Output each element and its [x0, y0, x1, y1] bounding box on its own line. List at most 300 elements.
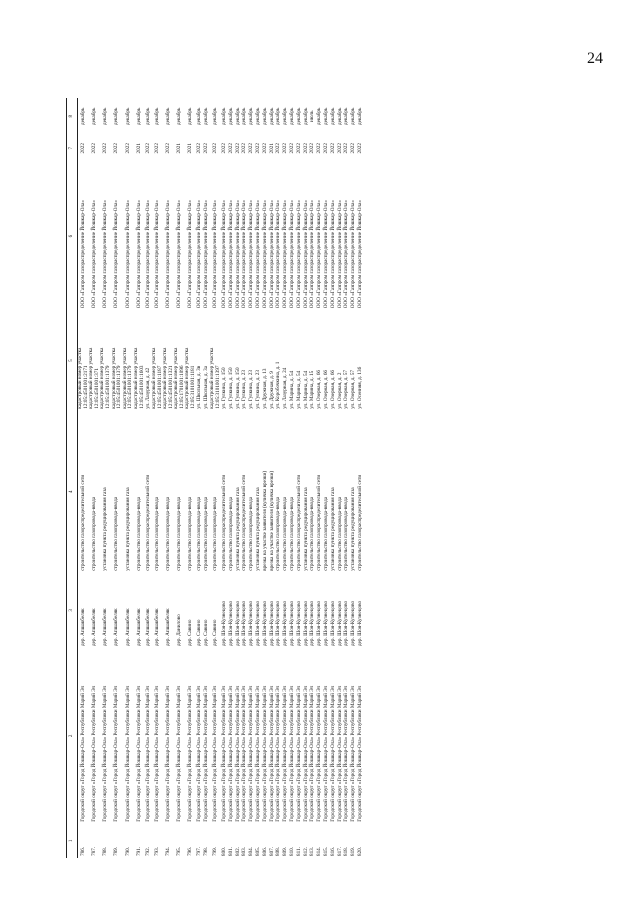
- table-cell-org: ООО «Газпром газораспределение Йошкар-Ола»: [102, 200, 109, 309]
- table-cell-month: декабрь: [203, 107, 210, 125]
- table-cell-place: дер. Шоя-Кузнецово: [336, 600, 343, 647]
- table-cell-place: дер. Шоя-Кузнецово: [356, 600, 363, 647]
- table-cell-place: дер. Шоя-Кузнецово: [282, 600, 289, 647]
- table-cell-n: 815.: [323, 846, 329, 856]
- table-cell-place: дер. Шоя-Кузнецово: [309, 600, 316, 647]
- table-row: [185, 98, 196, 858]
- table-cell-n: 792.: [144, 846, 151, 856]
- table-cell-place: дер. Шоя-Кузнецово: [227, 600, 234, 647]
- table-cell-addr: ул. Дружная, д. 13: [261, 368, 268, 409]
- table-cell-n: 788.: [102, 846, 109, 856]
- table-cell-year: 2022: [316, 143, 323, 154]
- table-cell-year: 2022: [221, 143, 228, 154]
- table-cell-n: 802.: [234, 846, 241, 856]
- table-cell-place: дер. Шоя-Кузнецово: [275, 600, 282, 647]
- table-cell-org: ООО «Газпром газораспределение Йошкар-Ола»: [261, 200, 268, 309]
- table-cell-place: дер. Шоя-Кузнецово: [221, 600, 228, 647]
- table-cell-place: дер. Апшакбеляк: [113, 608, 120, 647]
- table-cell-month: декабрь: [268, 107, 275, 125]
- table-cell-district: Городской округ «Город Йошкар-Ола» Республики Марий Эл: [203, 685, 210, 822]
- table-cell-month: декабрь: [102, 107, 109, 125]
- table-cell-addr: кадастровый номер участка 12:05:3101001:1397: [209, 347, 221, 409]
- table-cell-month: декабрь: [350, 107, 357, 125]
- table-cell-month: декабрь: [343, 107, 350, 125]
- table-cell-place: дер. Шоя-Кузнецово: [302, 600, 309, 647]
- table-row: [210, 98, 221, 858]
- table-cell-n: 786.: [79, 846, 86, 856]
- table-cell-addr: ул. Озерная, д. 66: [329, 369, 336, 409]
- table-cell-month: декабрь: [282, 107, 289, 125]
- table-cell-work: строительство газопровода-ввода: [153, 496, 160, 571]
- table-cell-month: декабрь: [323, 107, 329, 125]
- table-cell-year: 2022: [275, 143, 282, 154]
- table-cell-addr: ул. Школьная, д. 3в: [196, 365, 203, 409]
- table-cell-org: ООО «Газпром газораспределение Йошкар-Ола»: [343, 200, 350, 309]
- table-cell-year: 2022: [282, 143, 289, 154]
- table-cell-org: ООО «Газпром газораспределение Йошкар-Ола»: [176, 200, 183, 309]
- table-cell-org: ООО «Газпром газораспределение Йошкар-Ола»: [309, 200, 316, 309]
- table-cell-month: декабрь: [79, 107, 86, 125]
- table-cell-district: Городской округ «Город Йошкар-Ола» Республики Марий Эл: [241, 685, 248, 822]
- table-cell-addr: кадастровый номер участка 12:05:4501001:1379: [121, 347, 134, 409]
- table-row: [89, 98, 100, 858]
- table-cell-place: дер. Савино: [187, 619, 194, 647]
- table-cell-place: дер. Апшакбеляк: [79, 608, 86, 647]
- table-cell-year: 2022: [323, 143, 329, 154]
- table-cell-year: 2022: [113, 143, 120, 154]
- table-cell-addr: ул. Озерная, д. 66: [323, 369, 329, 409]
- table-cell-addr: кадастровый номер участка 12:05:4501001:371: [88, 347, 100, 409]
- table-cell-n: 798.: [203, 846, 210, 856]
- table-cell-n: 793.: [153, 846, 160, 856]
- table-cell-district: Городской округ «Город Йошкар-Ола» Республики Марий Эл: [302, 685, 309, 822]
- table-cell-addr: ул. Гулкина, д. 150: [227, 367, 234, 409]
- table-cell-org: ООО «Газпром газораспределение Йошкар-Ола»: [187, 200, 194, 309]
- table-cell-work: строительство газораспределительной сети: [316, 474, 323, 571]
- table-cell-n: 805.: [255, 846, 262, 856]
- table-cell-work: установка пункта редуцирования газа: [255, 487, 262, 571]
- table-cell-org: ООО «Газпром газораспределение Йошкар-Ола»: [323, 200, 329, 309]
- table-cell-year: 2022: [302, 143, 309, 154]
- table-cell-org: ООО «Газпром газораспределение Йошкар-Ола»: [221, 200, 228, 309]
- table-cell-year: 2022: [102, 143, 109, 154]
- table-cell-district: Городской округ «Город Йошкар-Ола» Республики Марий Эл: [248, 685, 255, 822]
- table-cell-n: 791.: [135, 846, 142, 856]
- table-cell-year: 2022: [196, 143, 203, 154]
- table-cell-n: 794.: [164, 846, 171, 856]
- table-cell-n: 790.: [124, 846, 131, 856]
- table-cell-n: 818.: [343, 846, 350, 856]
- table-cell-addr: ул. Марина, д. 54: [302, 370, 309, 409]
- table-cell-org: ООО «Газпром газораспределение Йошкар-Ола»: [268, 200, 275, 309]
- table-cell-org: ООО «Газпром газораспределение Йошкар-Ола»: [153, 200, 160, 309]
- header-row: [67, 98, 78, 858]
- table-cell-addr: ул. Гулкина, д. 23: [255, 370, 262, 409]
- table-row: [145, 98, 152, 858]
- table-cell-month: декабрь: [164, 107, 171, 125]
- table-cell-n: 800.: [221, 846, 228, 856]
- table-cell-district: Городской округ «Город Йошкар-Ола» Республики Марий Эл: [282, 685, 289, 822]
- table-cell-place: дер. Шоя-Кузнецово: [316, 600, 323, 647]
- table-cell-work: строительство газораспределительной сети: [241, 474, 248, 571]
- table-cell-n: 814.: [316, 846, 323, 856]
- table-cell-org: ООО «Газпром газораспределение Йошкар-Ола»: [295, 200, 302, 309]
- table-cell-month: декабрь: [90, 107, 97, 125]
- table-cell-month: декабрь: [221, 107, 228, 125]
- table-cell-district: Городской округ «Город Йошкар-Ола» Республики Марий Эл: [234, 685, 241, 822]
- table-cell-year: 2022: [153, 143, 160, 154]
- table-cell-addr: кадастровый номер участка 12:05:4501001:2171: [77, 347, 89, 409]
- table-cell-district: Городской округ «Город Йошкар-Ола» Республики Марий Эл: [275, 685, 282, 822]
- table-cell-year: 2021: [135, 143, 142, 154]
- table-cell-addr: ул. Марина, д. 54: [295, 370, 302, 409]
- table-cell-addr: ул. Марина, д. 15: [309, 370, 316, 409]
- table-cell-district: Городской округ «Город Йошкар-Ола» Республики Марий Эл: [316, 685, 323, 822]
- table-cell-place: дер. Шоя-Кузнецово: [268, 600, 275, 647]
- table-cell-addr: ул. Озерная, д. 66: [316, 369, 323, 409]
- table-cell-n: 789.: [113, 846, 120, 856]
- table-cell-addr: кадастровый номер участка 12:05:4501001:1379: [99, 347, 111, 409]
- table-cell-addr: ул. Лазурная, д. 42: [144, 367, 151, 409]
- table-cell-org: ООО «Газпром газораспределение Йошкар-Ола»: [124, 200, 131, 309]
- table-row: [262, 98, 269, 858]
- table-cell-work: строительство газопровода-ввода: [187, 496, 194, 571]
- table-cell-district: Городской округ «Город Йошкар-Ола» Республики Марий Эл: [176, 685, 183, 822]
- table-cell-month: декабрь: [302, 107, 309, 125]
- table-cell-year: 2021: [176, 143, 183, 154]
- table-cell-n: 806.: [261, 846, 268, 856]
- table-row: [100, 98, 111, 858]
- table-cell-org: ООО «Газпром газораспределение Йошкар-Ола»: [248, 200, 255, 309]
- table-cell-work: строительство газопровода-ввода: [282, 496, 289, 571]
- table-cell-org: ООО «Газпром газораспределение Йошкар-Ола»: [90, 200, 97, 309]
- table-cell-org: ООО «Газпром газораспределение Йошкар-Ола»: [234, 200, 241, 309]
- table-row: [357, 98, 364, 858]
- table-cell-org: ООО «Газпром газораспределение Йошкар-Ола»: [203, 200, 210, 309]
- table-cell-year: 2022: [212, 143, 219, 154]
- table-cell-addr: ул. Озерная, д. 57: [343, 369, 350, 409]
- table-cell-org: ООО «Газпром газораспределение Йошкар-Ола»: [196, 200, 203, 309]
- table-cell-month: декабрь: [329, 107, 336, 125]
- table-cell-district: Городской округ «Город Йошкар-Ола» Республики Марий Эл: [255, 685, 262, 822]
- table-cell-n: 799.: [212, 846, 219, 856]
- table-cell-district: Городской округ «Город Йошкар-Ола» Республики Марий Эл: [144, 685, 151, 822]
- table-cell-district: Городской округ «Город Йошкар-Ола» Республики Марий Эл: [289, 685, 296, 822]
- table-cell-work: строительство газопровода-ввода: [135, 496, 142, 571]
- table-cell-year: 2022: [309, 143, 316, 154]
- table-cell-addr: кадастровый номер участка 12:05:1701001:1096: [173, 347, 185, 409]
- table-row: [78, 98, 90, 858]
- table-cell-place: дер. Шоя-Кузнецово: [234, 600, 241, 647]
- table-cell-month: декабрь: [248, 107, 255, 125]
- table-cell-place: дер. Савино: [203, 619, 210, 647]
- table-cell-addr: ул. Озерная, д. 2: [336, 372, 343, 409]
- table-cell-place: дер. Данилово: [176, 614, 183, 647]
- table-cell-n: 813.: [309, 846, 316, 856]
- table-cell-place: дер. Шоя-Кузнецово: [350, 600, 357, 647]
- table-cell-district: Городской округ «Город Йошкар-Ола» Республики Марий Эл: [113, 685, 120, 822]
- header-cell: 8: [67, 98, 78, 135]
- table-cell-addr: кадастровый номер участка 12:05:4501001:1379: [110, 347, 123, 409]
- table-cell-place: дер. Савино: [196, 619, 203, 647]
- table-cell-addr: ул. Лазурная, д. 24: [282, 367, 289, 409]
- table-cell-org: ООО «Газпром газораспределение Йошкар-Ола»: [302, 200, 309, 309]
- table-cell-n: 810.: [289, 846, 296, 856]
- table-cell-month: декабрь: [241, 107, 248, 125]
- table-cell-work: строительство газопровода-ввода: [113, 496, 120, 571]
- table-cell-district: Городской округ «Город Йошкар-Ола» Республики Марий Эл: [135, 685, 142, 822]
- table-cell-org: ООО «Газпром газораспределение Йошкар-Ола»: [241, 200, 248, 309]
- table-cell-month: декабрь: [234, 107, 241, 125]
- table-cell-n: 811.: [295, 847, 302, 856]
- table-cell-place: дер. Апшакбеляк: [90, 608, 97, 647]
- table-cell-year: 2021: [187, 143, 194, 154]
- table-cell-district: Городской округ «Город Йошкар-Ола» Республики Марий Эл: [90, 685, 97, 822]
- table-cell-district: Городской округ «Город Йошкар-Ола» Республики Марий Эл: [268, 685, 275, 822]
- table-cell-place: дер. Шоя-Кузнецово: [323, 600, 329, 647]
- table-cell-year: 2022: [261, 143, 268, 154]
- table-cell-addr: кадастровый номер участка 12:05:4501001:1321: [162, 347, 174, 409]
- table-cell-n: 804.: [248, 846, 255, 856]
- table-cell-year: 2022: [255, 143, 262, 154]
- table-cell-month: декабрь: [113, 107, 120, 125]
- table-cell-district: Городской округ «Город Йошкар-Ола» Республики Марий Эл: [336, 685, 343, 822]
- table-cell-month: декабрь: [316, 107, 323, 125]
- table-cell-org: ООО «Газпром газораспределение Йошкар-Ола»: [227, 200, 234, 309]
- table-cell-work: строительство газопровода-ввода: [248, 496, 255, 571]
- table-row: [134, 98, 145, 858]
- table-cell-addr: ул. Осенняя, д. 136: [356, 366, 363, 409]
- header-cell: 1: [67, 824, 78, 858]
- table-cell-year: 2022: [248, 143, 255, 154]
- table-cell-work: строительство газораспределительной сети: [221, 474, 228, 571]
- table-cell-work: строительство газораспределительной сети: [356, 474, 363, 571]
- table-cell-district: Городской округ «Город Йошкар-Ола» Республики Марий Эл: [212, 685, 219, 822]
- table-cell-district: Городской округ «Город Йошкар-Ола» Республики Марий Эл: [323, 685, 329, 822]
- table-cell-place: дер. Апшакбеляк: [164, 608, 171, 647]
- table-cell-month: декабрь: [275, 107, 282, 125]
- table-cell-work: строительство газопровода-ввода: [196, 496, 203, 571]
- table-cell-work: строительство газопровода-ввода: [212, 496, 219, 571]
- table-row: [123, 98, 134, 858]
- table-cell-month: декабрь: [124, 107, 131, 125]
- table-cell-work: установка пункта редуцирования газа: [302, 487, 309, 571]
- table-cell-org: ООО «Газпром газораспределение Йошкар-Ола»: [336, 200, 343, 309]
- table-cell-n: 797.: [196, 846, 203, 856]
- table-cell-work: строительство газораспределительной сети: [79, 474, 86, 571]
- table-cell-addr: ул. Гулкина, д. 150: [234, 367, 241, 409]
- table-cell-work: строительство газораспределительной сети: [295, 474, 302, 571]
- table-cell-org: ООО «Газпром газораспределение Йошкар-Ола»: [275, 200, 282, 309]
- table-cell-month: декабрь: [356, 107, 363, 125]
- table-cell-work: врезка на участке заявителя (куличка врезки): [261, 470, 268, 571]
- table-cell-place: дер. Шоя-Кузнецово: [329, 600, 336, 647]
- table-cell-place: дер. Шоя-Кузнецово: [261, 600, 268, 647]
- table-cell-work: установка пункта редуцирования газа: [124, 487, 131, 571]
- table-cell-year: 2022: [343, 143, 350, 154]
- works-table: [66, 98, 364, 858]
- table-cell-n: 795.: [176, 846, 183, 856]
- table-cell-org: ООО «Газпром газораспределение Йошкар-Ола»: [135, 200, 142, 309]
- table-row: [112, 98, 123, 858]
- table-cell-addr: ул. Гулкина, д. 150: [221, 367, 228, 409]
- table-cell-work: строительство газопровода-ввода: [164, 496, 171, 571]
- table-cell-place: дер. Шоя-Кузнецово: [289, 600, 296, 647]
- table-cell-n: 816.: [329, 846, 336, 856]
- table-cell-addr: ул. Озерная, д. 57: [350, 369, 357, 409]
- table-row: [174, 98, 185, 858]
- table-cell-n: 819.: [350, 846, 357, 856]
- table-cell-work: врезка на участке заявителя (куличка врезки): [268, 470, 275, 571]
- table-cell-month: декабрь: [144, 107, 151, 125]
- table-cell-work: строительство газопровода-ввода: [90, 496, 97, 571]
- table-cell-n: 809.: [282, 846, 289, 856]
- table-cell-place: дер. Савино: [212, 619, 219, 647]
- table-cell-district: Городской округ «Город Йошкар-Ола» Республики Марий Эл: [356, 685, 363, 822]
- table-row: [296, 98, 303, 858]
- table-cell-org: ООО «Газпром газораспределение Йошкар-Ола»: [289, 200, 296, 309]
- table-cell-addr: ул. Гулкина, д. 23: [248, 370, 255, 409]
- table-cell-work: строительство газораспределительной сети: [144, 474, 151, 571]
- table-cell-n: 820.: [356, 846, 363, 856]
- table-cell-org: ООО «Газпром газораспределение Йошкар-Ола»: [356, 200, 363, 309]
- table-cell-addr: ул. Гулкина, д. 23: [241, 370, 248, 409]
- table-cell-work: строительство газопровода-ввода: [309, 496, 316, 571]
- table-cell-month: декабрь: [212, 107, 219, 125]
- table-cell-place: дер. Шоя-Кузнецово: [248, 600, 255, 647]
- table-cell-district: Городской округ «Город Йошкар-Ола» Республики Марий Эл: [187, 685, 194, 822]
- table-cell-addr: ул. Дружная, д. 9: [268, 371, 275, 409]
- table-cell-month: июль: [309, 110, 316, 123]
- table-cell-district: Городской округ «Город Йошкар-Ола» Республики Марий Эл: [124, 685, 131, 822]
- table-cell-district: Городской округ «Город Йошкар-Ола» Республики Марий Эл: [350, 685, 357, 822]
- table-cell-addr: кадастровый номер участка 12:05:4501001:1603: [132, 347, 145, 409]
- table-cell-work: строительство газопровода-ввода: [176, 496, 183, 571]
- table-cell-place: дер. Апшакбеляк: [124, 608, 131, 647]
- table-cell-year: 2022: [329, 143, 336, 154]
- table-cell-place: дер. Апшакбеляк: [153, 608, 160, 647]
- table-cell-year: 2022: [203, 143, 210, 154]
- table-cell-n: 787.: [90, 846, 97, 856]
- header-cell: 7: [67, 135, 78, 162]
- table-cell-org: ООО «Газпром газораспределение Йошкар-Ола»: [350, 200, 357, 309]
- rotated-table-container: [66, 98, 588, 858]
- table-cell-year: 2022: [336, 143, 343, 154]
- table-row: [163, 98, 174, 858]
- table-cell-district: Городской округ «Город Йошкар-Ола» Республики Марий Эл: [79, 685, 86, 822]
- table-row: [203, 98, 210, 858]
- table-cell-org: ООО «Газпром газораспределение Йошкар-Ола»: [282, 200, 289, 309]
- table-cell-district: Городской округ «Город Йошкар-Ола» Республики Марий Эл: [153, 685, 160, 822]
- table-cell-work: строительство газопровода-ввода: [289, 496, 296, 571]
- table-cell-place: дер. Шоя-Кузнецово: [241, 600, 248, 647]
- page-number: 24: [587, 50, 603, 67]
- table-cell-org: ООО «Газпром газораспределение Йошкар-Ола»: [113, 200, 120, 309]
- table-cell-month: декабрь: [336, 107, 343, 125]
- table-cell-n: 796.: [187, 846, 194, 856]
- table-cell-work: установка пункта редуцирования газа: [350, 487, 357, 571]
- table-cell-year: 2022: [227, 143, 234, 154]
- table-cell-n: 801.: [227, 846, 234, 856]
- table-cell-addr: кадастровый номер участка 12:05:3101001:1181: [184, 347, 197, 409]
- table-cell-work: установка пункта редуцирования газа: [234, 487, 241, 571]
- table-cell-month: декабрь: [261, 107, 268, 125]
- table-cell-addr: ул. Коробочкина, д. 1: [275, 361, 282, 409]
- table-cell-year: 2021: [268, 143, 275, 154]
- table-cell-month: декабрь: [153, 107, 160, 125]
- table-cell-org: ООО «Газпром газораспределение Йошкар-Ола»: [144, 200, 151, 309]
- table-cell-org: ООО «Газпром газораспределение Йошкар-Ола»: [255, 200, 262, 309]
- table-row: [152, 98, 163, 858]
- table-cell-org: ООО «Газпром газораспределение Йошкар-Ола»: [316, 200, 323, 309]
- table-cell-place: дер. Апшакбеляк: [135, 608, 142, 647]
- table-cell-district: Городской округ «Город Йошкар-Ола» Республики Марий Эл: [196, 685, 203, 822]
- table-cell-place: дер. Шоя-Кузнецово: [343, 600, 350, 647]
- table-cell-year: 2022: [79, 143, 86, 154]
- table-cell-place: дер. Шоя-Кузнецово: [295, 600, 302, 647]
- table-cell-district: Городской округ «Город Йошкар-Ола» Республики Марий Эл: [329, 685, 336, 822]
- table-cell-district: Городской округ «Город Йошкар-Ола» Республики Марий Эл: [261, 685, 268, 822]
- table-cell-month: декабрь: [295, 107, 302, 125]
- table-cell-n: 807.: [268, 846, 275, 856]
- table-cell-year: 2022: [241, 143, 248, 154]
- table-row: [330, 98, 337, 858]
- table-cell-year: 2022: [90, 143, 97, 154]
- table-cell-district: Городской округ «Город Йошкар-Ола» Республики Марий Эл: [295, 685, 302, 822]
- table-cell-month: декабрь: [227, 107, 234, 125]
- header-cell: 4: [67, 411, 78, 573]
- table-cell-work: строительство газопровода-ввода: [227, 496, 234, 571]
- table-cell-year: 2022: [124, 143, 131, 154]
- table-cell-district: Городской округ «Город Йошкар-Ола» Республики Марий Эл: [164, 685, 171, 822]
- table-cell-addr: кадастровый номер участка 12:05:4501001:1187: [150, 347, 163, 409]
- table-cell-n: 808.: [275, 846, 282, 856]
- table-cell-place: дер. Апшакбеляк: [144, 608, 151, 647]
- table-cell-year: 2022: [350, 143, 357, 154]
- table-cell-place: дер. Шоя-Кузнецово: [255, 600, 262, 647]
- table-cell-district: Городской округ «Город Йошкар-Ола» Республики Марий Эл: [221, 685, 228, 822]
- table-cell-year: 2022: [289, 143, 296, 154]
- header-cell: 5: [67, 310, 78, 410]
- table-cell-addr: ул. Школьная, д. 3а: [203, 365, 210, 409]
- table-cell-n: 803.: [241, 846, 248, 856]
- table-cell-work: установка пункта редуцирования газа: [329, 487, 336, 571]
- header-cell: 6: [67, 162, 78, 310]
- table-cell-month: декабрь: [135, 107, 142, 125]
- table-cell-district: Городской округ «Город Йошкар-Ола» Республики Марий Эл: [227, 685, 234, 822]
- table-cell-year: 2022: [164, 143, 171, 154]
- table-cell-year: 2022: [144, 143, 151, 154]
- table-cell-n: 812.: [302, 846, 309, 856]
- table-cell-addr: ул. Марина, д. 54: [289, 370, 296, 409]
- table-cell-year: 2022: [234, 143, 241, 154]
- table-cell-month: декабрь: [289, 107, 296, 125]
- table-cell-year: 2022: [356, 143, 363, 154]
- table-cell-district: Городской округ «Город Йошкар-Ола» Республики Марий Эл: [343, 685, 350, 822]
- table-cell-district: Городской округ «Город Йошкар-Ола» Республики Марий Эл: [102, 685, 109, 822]
- table-cell-work: строительство газопровода-ввода: [323, 496, 329, 571]
- table-cell-month: декабрь: [255, 107, 262, 125]
- table-cell-work: строительство газопровода-ввода: [203, 496, 210, 571]
- table-cell-work: установка пункта редуцирования газа: [102, 487, 109, 571]
- table-cell-org: ООО «Газпром газораспределение Йошкар-Ола»: [212, 200, 219, 309]
- header-cell: 3: [67, 573, 78, 648]
- table-cell-month: декабрь: [196, 107, 203, 125]
- header-cell: 2: [67, 648, 78, 824]
- table-cell-org: ООО «Газпром газораспределение Йошкар-Ола»: [79, 200, 86, 309]
- table-cell-org: ООО «Газпром газораспределение Йошкар-Ола»: [329, 200, 336, 309]
- table-cell-place: дер. Апшакбеляк: [102, 608, 109, 647]
